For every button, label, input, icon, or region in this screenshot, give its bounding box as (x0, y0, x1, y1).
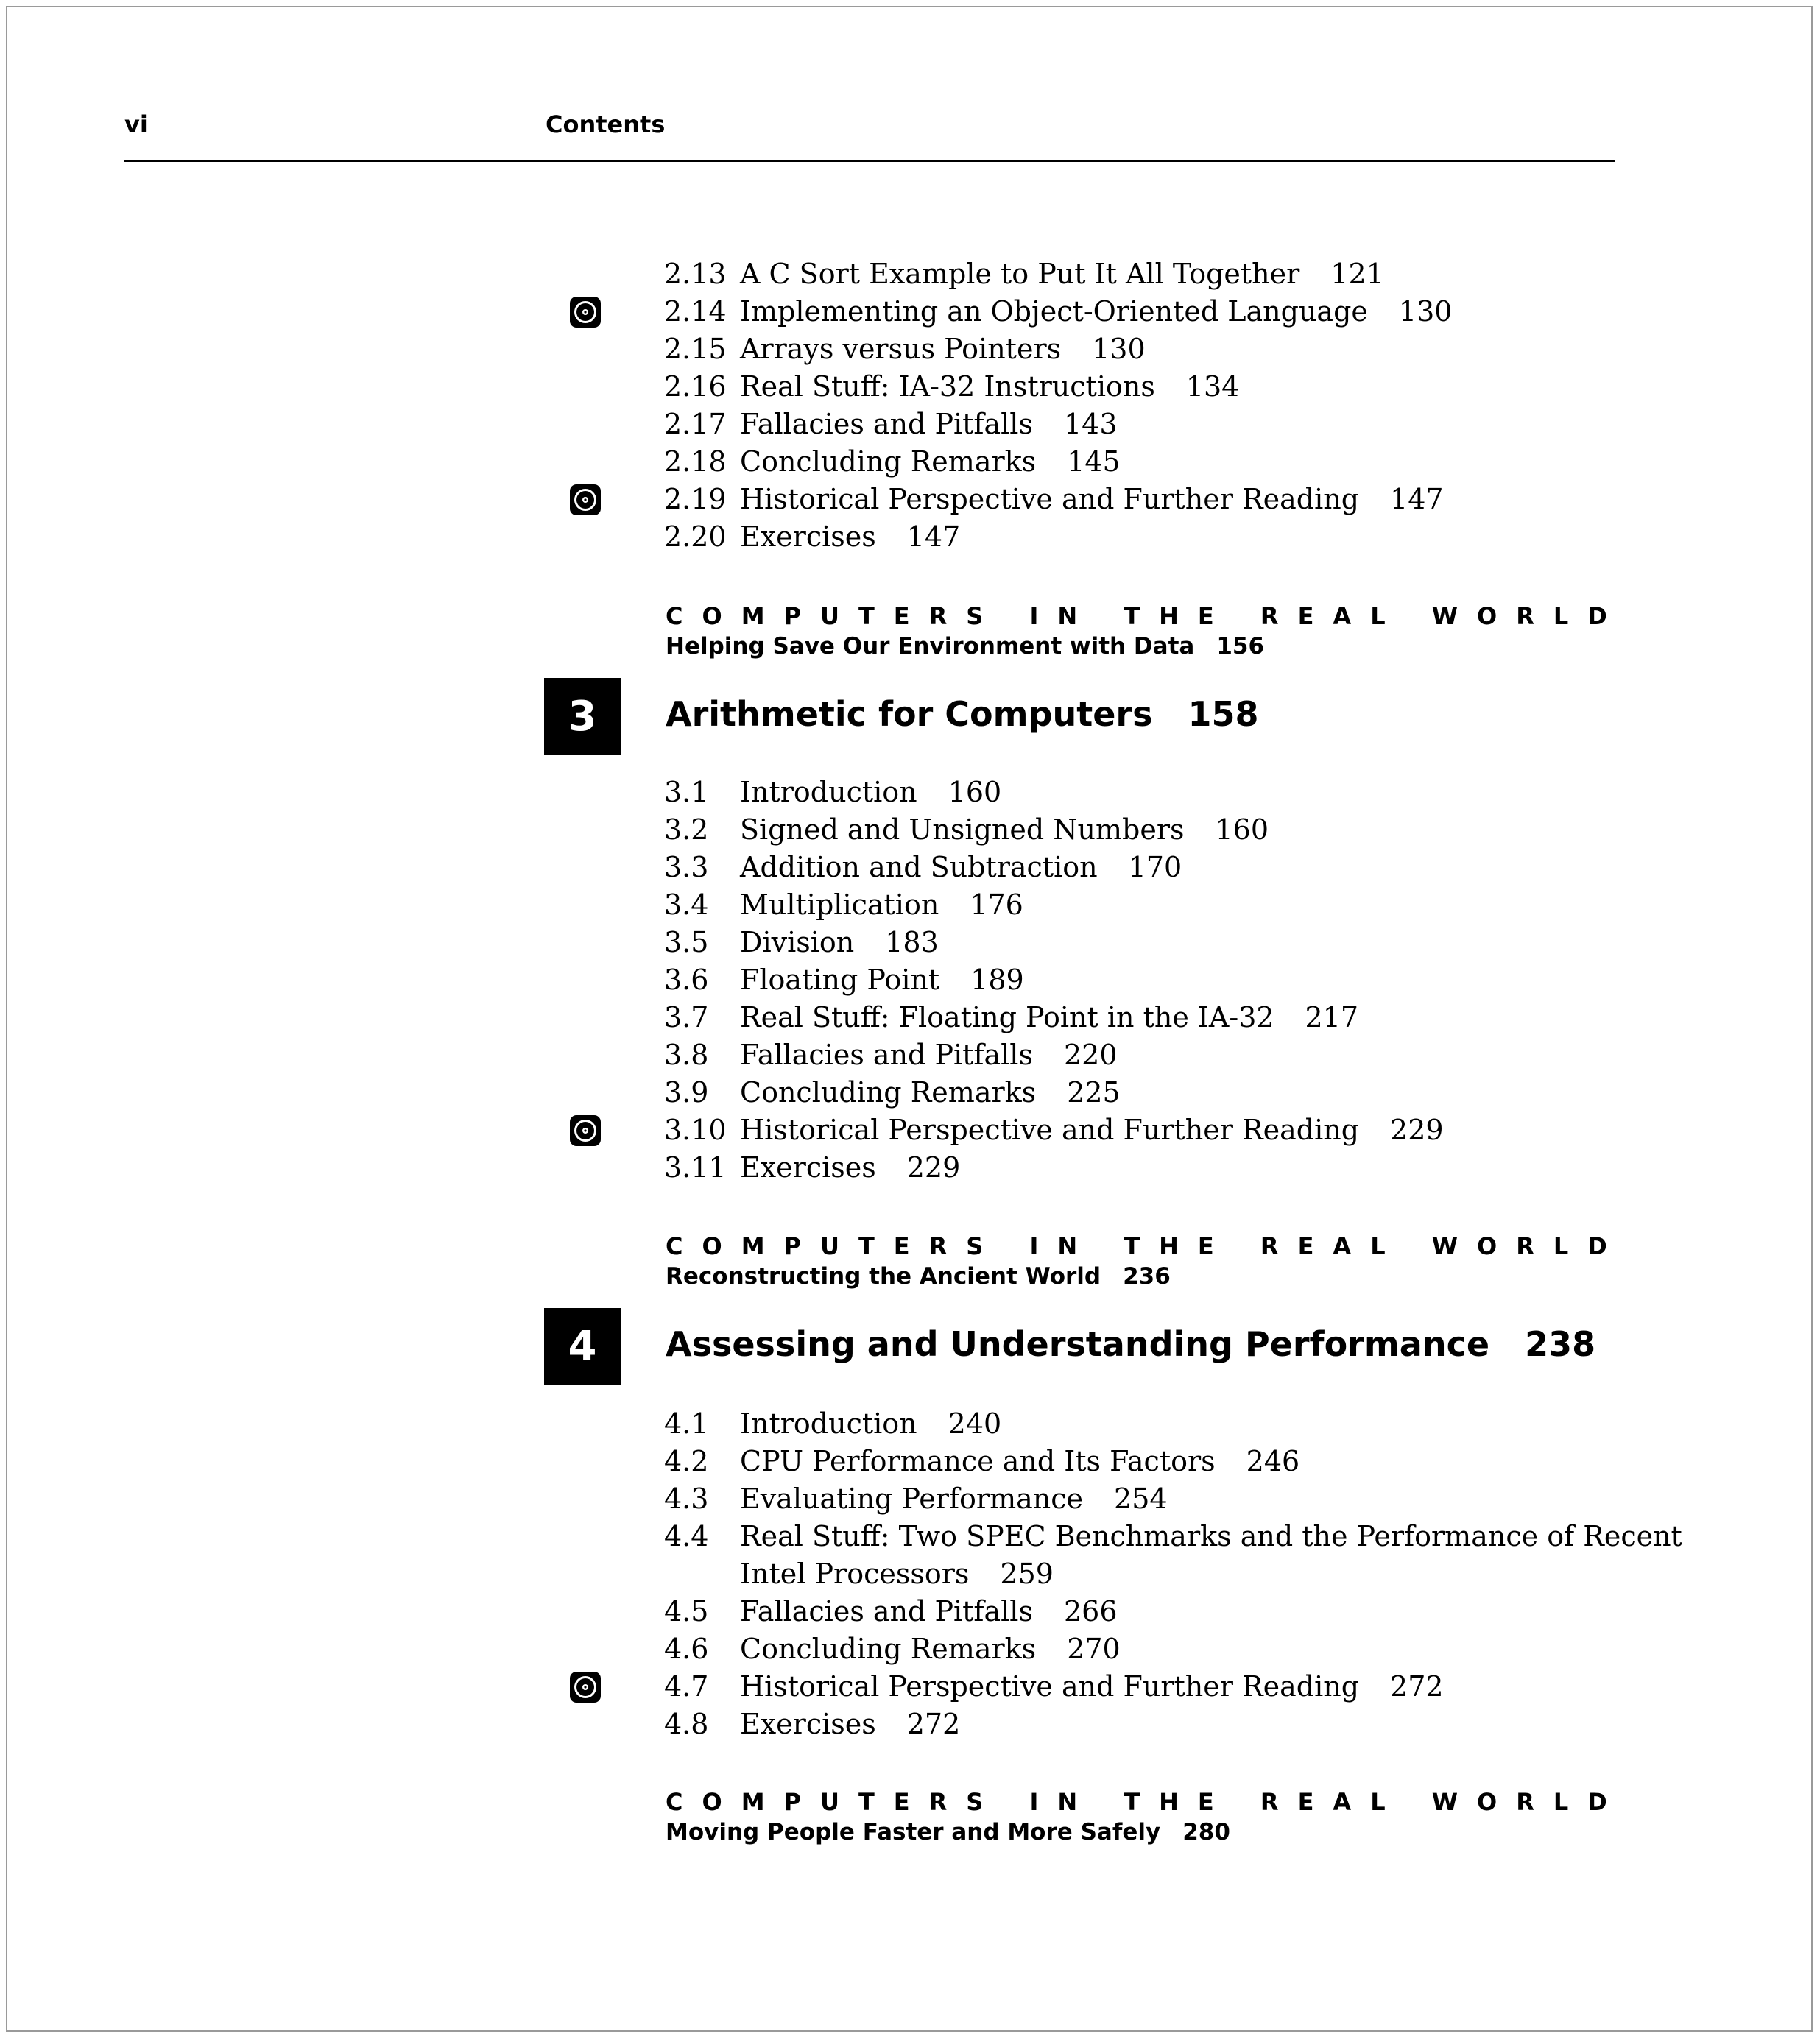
computers-real-world-title: Moving People Faster and More Safely (666, 1819, 1161, 1845)
section-page-number: 145 (1067, 445, 1121, 478)
toc-entry[interactable] (664, 924, 939, 961)
section-page-number: 160 (948, 776, 1002, 808)
section-number: 3.8 (664, 1039, 709, 1071)
section-number: 4.3 (664, 1483, 709, 1515)
section-number: 2.13 (664, 258, 727, 290)
toc-entry[interactable] (664, 1074, 1121, 1112)
section-number: 4.6 (664, 1633, 709, 1665)
computers-real-world-label: COMPUTERS IN THE REAL WORLD (666, 602, 1626, 630)
section-number: 2.18 (664, 445, 727, 478)
toc-entry[interactable] (664, 1036, 1118, 1074)
toc-entry[interactable] (664, 368, 1239, 406)
running-header-title: Contents (546, 110, 666, 138)
section-title: Multiplication (740, 888, 939, 921)
section-number: 3.11 (664, 1151, 727, 1184)
section-page-number: 246 (1246, 1445, 1300, 1477)
section-title: Exercises (740, 520, 876, 553)
toc-entry-continuation[interactable] (740, 1555, 1054, 1593)
chapter-title: Arithmetic for Computers (666, 694, 1153, 734)
section-number: 3.5 (664, 926, 709, 958)
toc-entry[interactable] (664, 811, 1269, 849)
section-number: 3.9 (664, 1076, 709, 1109)
section-page-number: 121 (1330, 258, 1384, 290)
toc-entry[interactable] (664, 1668, 1444, 1706)
section-page-number: 183 (885, 926, 939, 958)
section-title: Real Stuff: IA-32 Instructions (740, 370, 1155, 403)
section-number: 3.2 (664, 813, 709, 846)
page-number-label: vi (124, 110, 148, 138)
section-title: Fallacies and Pitfalls (740, 1595, 1033, 1628)
section-title: A C Sort Example to Put It All Together (740, 258, 1300, 290)
section-title: Division (740, 926, 855, 958)
section-page-number: 170 (1128, 851, 1182, 883)
web-content-icon (569, 484, 602, 516)
section-page-number: 176 (970, 888, 1023, 921)
section-page-number: 134 (1185, 370, 1240, 403)
chapter-number-badge: 4 (544, 1308, 621, 1385)
section-title: Exercises (740, 1151, 876, 1184)
toc-entry[interactable] (664, 1593, 1118, 1630)
section-title: CPU Performance and Its Factors (740, 1445, 1216, 1477)
section-title: Introduction (740, 776, 917, 808)
toc-entry[interactable] (664, 518, 960, 556)
section-title: Historical Perspective and Further Reading (740, 483, 1360, 515)
section-number: 3.7 (664, 1001, 709, 1033)
chapter-heading[interactable] (666, 694, 1259, 734)
section-number: 3.6 (664, 964, 709, 996)
section-number: 4.7 (664, 1670, 709, 1703)
section-number: 4.5 (664, 1595, 709, 1628)
computers-real-world-label: COMPUTERS IN THE REAL WORLD (666, 1788, 1626, 1816)
section-number: 2.16 (664, 370, 727, 403)
section-number: 4.8 (664, 1708, 709, 1740)
section-number: 2.20 (664, 520, 727, 553)
toc-entry[interactable] (664, 849, 1182, 886)
toc-entry[interactable] (664, 774, 1001, 811)
section-page-number: 229 (1390, 1114, 1444, 1146)
section-page-number: 147 (1390, 483, 1444, 515)
section-title: Real Stuff: Two SPEC Benchmarks and the Performance of Recent (740, 1520, 1682, 1552)
section-page-number: 147 (906, 520, 961, 553)
chapter-title: Assessing and Understanding Performance (666, 1324, 1490, 1364)
section-title: Floating Point (740, 964, 940, 996)
section-number: 2.17 (664, 408, 727, 440)
section-page-number: 220 (1063, 1039, 1118, 1071)
section-page-number: 272 (906, 1708, 961, 1740)
section-title: Signed and Unsigned Numbers (740, 813, 1185, 846)
chapter-page-number: 238 (1525, 1324, 1596, 1364)
section-number: 4.2 (664, 1445, 709, 1477)
toc-entry[interactable] (664, 1112, 1444, 1149)
toc-entry[interactable] (664, 1630, 1121, 1668)
section-page-number: 189 (970, 964, 1024, 996)
computers-real-world-page: 236 (1123, 1263, 1171, 1290)
section-page-number: 259 (1000, 1558, 1054, 1590)
section-page-number: 130 (1092, 333, 1146, 365)
computers-real-world-page: 156 (1216, 633, 1265, 660)
section-number: 2.14 (664, 295, 727, 328)
toc-entry[interactable] (664, 331, 1146, 368)
computers-real-world-page: 280 (1182, 1819, 1230, 1845)
web-content-icon (569, 296, 602, 328)
section-title: Concluding Remarks (740, 1633, 1037, 1665)
toc-entry[interactable] (664, 1518, 1682, 1555)
section-number: 3.10 (664, 1114, 727, 1146)
toc-entry[interactable] (664, 999, 1358, 1036)
chapter-page-number: 158 (1188, 694, 1259, 734)
header-rule (124, 160, 1615, 162)
section-title: Evaluating Performance (740, 1483, 1084, 1515)
toc-entry[interactable] (664, 406, 1118, 443)
computers-real-world-entry[interactable] (666, 1263, 1171, 1290)
section-number: 2.19 (664, 483, 727, 515)
section-title: Fallacies and Pitfalls (740, 1039, 1033, 1071)
section-title: Historical Perspective and Further Reading (740, 1114, 1360, 1146)
section-title: Historical Perspective and Further Reading (740, 1670, 1360, 1703)
chapter-number-badge: 3 (544, 678, 621, 755)
section-title: Implementing an Object-Oriented Language (740, 295, 1368, 328)
toc-entry[interactable] (664, 961, 1024, 999)
section-title: Real Stuff: Floating Point in the IA-32 (740, 1001, 1274, 1033)
section-page-number: 266 (1063, 1595, 1118, 1628)
section-number: 4.4 (664, 1520, 709, 1552)
toc-entry[interactable] (664, 255, 1384, 293)
section-title-continuation: Intel Processors (740, 1558, 970, 1590)
section-number: 2.15 (664, 333, 727, 365)
section-number: 3.4 (664, 888, 709, 921)
section-title: Concluding Remarks (740, 1076, 1037, 1109)
toc-entry[interactable] (664, 1480, 1168, 1518)
section-page-number: 229 (906, 1151, 961, 1184)
section-title: Concluding Remarks (740, 445, 1037, 478)
section-title: Addition and Subtraction (740, 851, 1098, 883)
computers-real-world-entry[interactable] (666, 1819, 1230, 1845)
web-content-icon (569, 1114, 602, 1147)
toc-entry[interactable] (664, 1149, 960, 1187)
section-page-number: 130 (1398, 295, 1453, 328)
toc-entry[interactable] (664, 443, 1121, 481)
section-page-number: 272 (1390, 1670, 1444, 1703)
section-number: 3.3 (664, 851, 709, 883)
section-title: Introduction (740, 1407, 917, 1440)
toc-entry[interactable] (664, 1443, 1299, 1480)
computers-real-world-entry[interactable] (666, 633, 1264, 660)
section-page-number: 217 (1305, 1001, 1359, 1033)
computers-real-world-title: Reconstructing the Ancient World (666, 1263, 1101, 1290)
toc-entry[interactable] (664, 886, 1023, 924)
section-number: 3.1 (664, 776, 709, 808)
section-title: Exercises (740, 1708, 876, 1740)
toc-entry[interactable] (664, 1405, 1001, 1443)
section-page-number: 254 (1114, 1483, 1168, 1515)
section-page-number: 225 (1067, 1076, 1121, 1109)
toc-entry[interactable] (664, 481, 1444, 518)
computers-real-world-label: COMPUTERS IN THE REAL WORLD (666, 1232, 1626, 1260)
section-page-number: 143 (1063, 408, 1118, 440)
section-number: 4.1 (664, 1407, 709, 1440)
section-title: Arrays versus Pointers (740, 333, 1062, 365)
web-content-icon (569, 1671, 602, 1703)
section-page-number: 270 (1067, 1633, 1121, 1665)
section-page-number: 160 (1215, 813, 1269, 846)
section-title: Fallacies and Pitfalls (740, 408, 1033, 440)
section-page-number: 240 (948, 1407, 1002, 1440)
toc-entry[interactable] (664, 293, 1452, 331)
computers-real-world-title: Helping Save Our Environment with Data (666, 633, 1195, 660)
chapter-heading[interactable] (666, 1324, 1595, 1364)
toc-entry[interactable] (664, 1706, 960, 1743)
